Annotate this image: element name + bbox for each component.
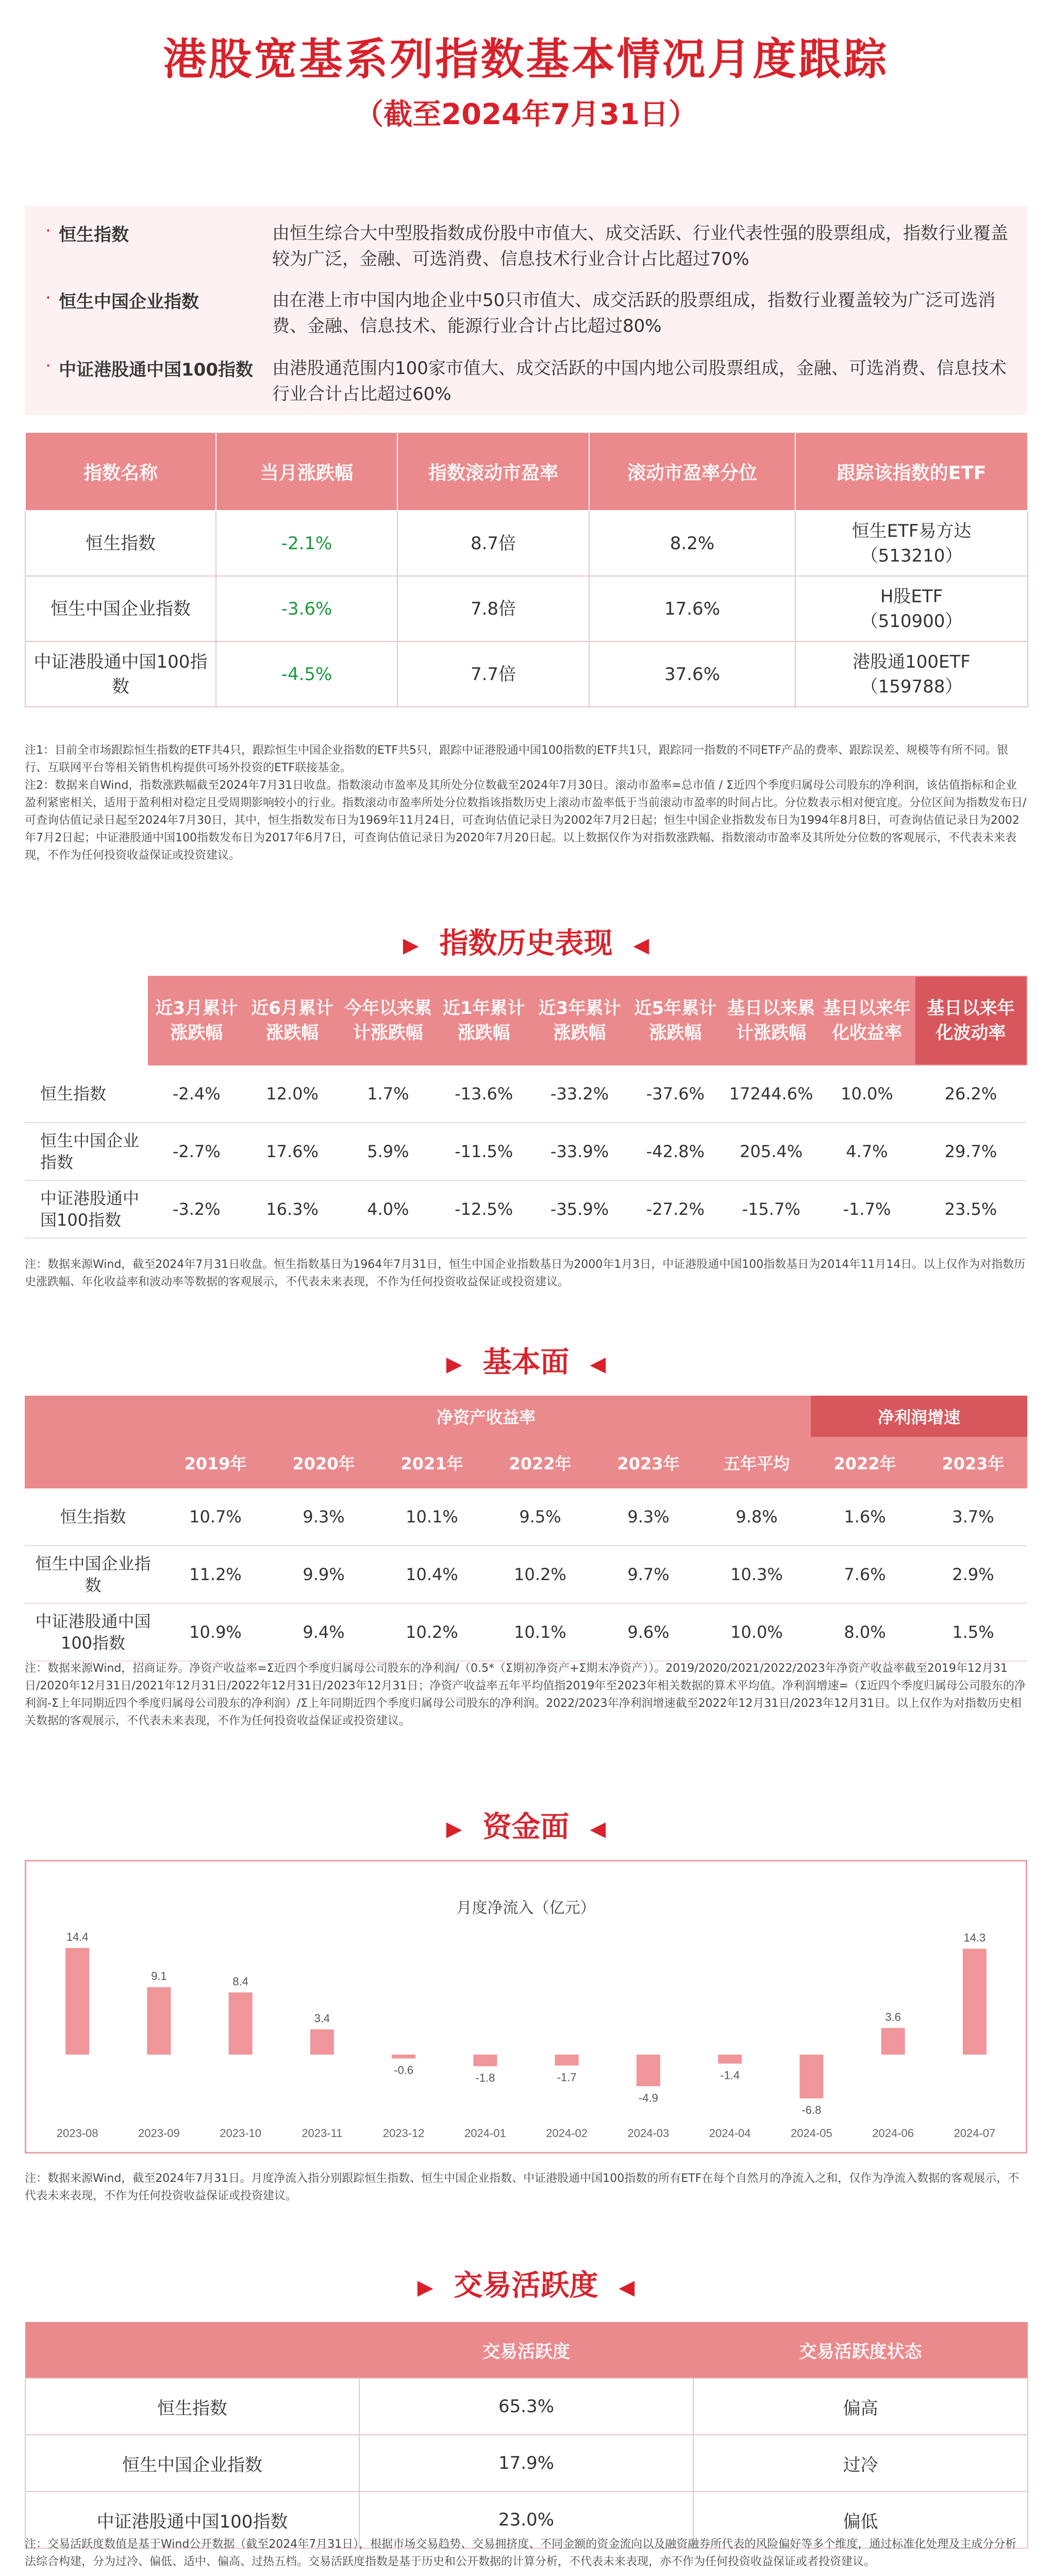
intro-desc: 由恒生综合大中型股指数成份股中市值大、成交活跃、行业代表性强的股票组成，指数行业覆盖较为广泛，金融、可选消费、信息技术行业合计占比超过70% <box>272 223 1008 269</box>
value-cell: 10.0% <box>819 1065 915 1123</box>
history-note: 注：数据来源Wind，截至2024年7月31日收盘。恒生指数基日为1964年7月31日，恒生中国企业指数基日为2000年1月3日，中证港股通中国100指数基日为2014年11月14日。以上仅作为对指数历史涨跌幅、年化收益率和波动率等数据的客观展示，不代表未来表现，不作为任何投资收益保证或投资建议。 <box>25 1258 1026 1289</box>
activity-table <box>25 2322 1028 2549</box>
chart-bar <box>799 2055 823 2098</box>
column-header: 基日以来年化波动率 <box>915 976 1027 1065</box>
value-cell: -11.5% <box>436 1123 532 1180</box>
intro-name: 恒生中国企业指数 <box>59 292 199 312</box>
chart-data-label: -0.6 <box>394 2063 414 2077</box>
pe-ratio: 7.8倍 <box>397 576 589 641</box>
value-cell: 10.0% <box>703 1603 811 1661</box>
intro-desc: 由港股通范围内100家市值大、成交活跃的中国内地公司股票组成，金融、可选消费、信息技术行业合计占比超过60% <box>272 358 1007 404</box>
section-title-activity: ▶ 交易活跃度 ◀ <box>417 2269 635 2302</box>
table-row <box>25 641 1028 707</box>
column-header: 2023年 <box>594 1437 703 1488</box>
chart-bar <box>392 2055 415 2059</box>
chart-bar <box>881 2028 905 2055</box>
monthly-change: -4.5% <box>216 641 397 707</box>
column-header: 2023年 <box>919 1437 1027 1488</box>
value-cell: 9.7% <box>594 1546 703 1603</box>
value-cell: 205.4% <box>723 1123 819 1180</box>
column-header: 五年平均 <box>703 1437 811 1488</box>
etf-name: 恒生ETF易方达 <box>851 520 972 541</box>
value-cell: -42.8% <box>627 1123 723 1180</box>
index-name: 恒生指数 <box>25 1065 148 1123</box>
chart-data-label: -1.8 <box>475 2071 495 2084</box>
triangle-left-icon: ◀ <box>633 933 649 957</box>
column-header: 近3年累计涨跌幅 <box>532 976 628 1065</box>
chart-tick-label: 2024-03 <box>627 2127 670 2140</box>
value-cell: 4.0% <box>340 1180 436 1238</box>
column-header: 2019年 <box>161 1437 270 1488</box>
value-cell: 17.6% <box>244 1123 340 1180</box>
value-cell: 29.7% <box>915 1123 1027 1180</box>
column-header: 指数名称 <box>25 432 216 511</box>
monthly-change: -3.6% <box>216 576 397 641</box>
section-title-fundamentals: ▶ 基本面 ◀ <box>446 1346 606 1379</box>
value-cell: 10.1% <box>378 1488 486 1546</box>
value-cell: -37.6% <box>627 1065 723 1123</box>
chart-tick-label: 2024-06 <box>872 2127 914 2140</box>
triangle-right-icon: ▶ <box>403 933 419 957</box>
column-header: 今年以来累计涨跌幅 <box>340 976 436 1065</box>
corner-cell <box>25 976 148 1065</box>
value-cell: 2.9% <box>919 1546 1027 1603</box>
chart-bar <box>473 2055 497 2066</box>
index-name: 恒生中国企业指数 <box>25 576 216 641</box>
triangle-right-icon: ▶ <box>446 1352 462 1376</box>
column-header: 基日以来累计涨跌幅 <box>723 976 819 1065</box>
table-header-row <box>25 432 1028 511</box>
corner-cell <box>25 1437 161 1488</box>
table-row <box>25 576 1028 641</box>
column-header: 近5年累计涨跌幅 <box>627 976 723 1065</box>
index-intro-box <box>25 206 1027 415</box>
bullet-icon: · <box>45 287 51 308</box>
chart-bar <box>310 2029 334 2055</box>
value-cell: 3.7% <box>919 1488 1027 1546</box>
intro-name: 中证港股通中国100指数 <box>59 360 253 380</box>
triangle-left-icon: ◀ <box>619 2275 635 2299</box>
chart-data-label: 8.4 <box>232 1975 248 1988</box>
chart-bar <box>963 1948 987 2055</box>
triangle-left-icon: ◀ <box>590 1352 606 1376</box>
chart-data-label: 3.4 <box>314 2012 330 2025</box>
value-cell: -33.9% <box>532 1123 628 1180</box>
table-row <box>25 2435 1028 2492</box>
bullet-icon: · <box>45 355 51 376</box>
pe-ratio: 8.7倍 <box>397 511 589 576</box>
column-header: 指数滚动市盈率 <box>397 432 589 511</box>
table-row <box>25 2378 1028 2435</box>
column-header: 跟踪该指数的ETF <box>795 432 1028 511</box>
value-cell: 9.3% <box>594 1488 703 1546</box>
intro-desc: 由在港上市中国内地企业中50只市值大、成交活跃的股票组成，指数行业覆盖较为广泛可选消费、金融、信息技术、能源行业合计占比超过80% <box>272 290 996 336</box>
etf-cell <box>795 511 1028 576</box>
triangle-left-icon: ◀ <box>590 1817 606 1841</box>
activity-value: 65.3% <box>359 2378 693 2435</box>
value-cell: 10.1% <box>486 1603 594 1661</box>
chart-bar <box>147 1987 171 2055</box>
value-cell: 1.7% <box>340 1065 436 1123</box>
value-cell: -1.7% <box>819 1180 915 1238</box>
chart-tick-label: 2023-10 <box>220 2127 261 2140</box>
index-name: 中证港股通中国100指数 <box>25 2492 359 2548</box>
column-header: 滚动市盈率分位 <box>589 432 795 511</box>
overview-note: 注1：目前全市场跟踪恒生指数的ETF共4只，跟踪恒生中国企业指数的ETF共5只，跟踪中证港股通中国100指数的ETF共1只，跟踪同一指数的不同ETF产品的费率、跟踪误差、规模等有所不同。银行、互联网平台等相关销售机构提供可场外投资的ETF联接基金。 注2：数据来自Wind，指数涨跌幅截至2024年7月31日收盘。指数滚动市盈率及其所处分位数截至2024年7月30日。滚动市盈率=总市值 / Σ近四个季度归属母公司股东的净利润，该估值指标和企业盈利紧密相关，适用于盈利相对稳定且受周期影响较小的行业。指数滚动市盈率所处分位数指该指数历史上滚动市盈率低于当前滚动市盈率的时间占比。分位数表示相对便宜度。分位区间为指数发布日/可查询估值记录日起至2024年7月30日，其中，恒生指数发布日为1969年11月24日，可查询估值记录日为2002年7月2日起；恒生中国企业指数发布日为1994年8月8日，可查询估值记录日为2002年7月2日起；中证港股通中国100指数发布日为2017年6月7日，可查询估值记录日为2020年7月20日起。以上数据仅作为对指数涨跌幅、指数滚动市盈率及其所处分位数的客观展示，不代表未来表现，不作为任何投资收益保证或投资建议。 <box>25 744 1027 862</box>
value-cell: 16.3% <box>244 1180 340 1238</box>
value-cell: -35.9% <box>532 1180 628 1238</box>
bullet-icon: · <box>45 221 51 241</box>
value-cell: 1.6% <box>811 1488 919 1546</box>
etf-cell <box>795 641 1028 707</box>
value-cell: -2.4% <box>148 1065 244 1123</box>
chart-tick-label: 2023-08 <box>56 2127 98 2140</box>
value-cell: -15.7% <box>723 1180 819 1238</box>
value-cell: 9.8% <box>703 1488 811 1546</box>
column-header: 2021年 <box>378 1437 486 1488</box>
value-cell: 23.5% <box>915 1180 1027 1238</box>
value-cell: -12.5% <box>436 1180 532 1238</box>
value-cell: 10.4% <box>378 1546 486 1603</box>
column-header: 近3月累计涨跌幅 <box>148 976 244 1065</box>
value-cell: 11.2% <box>161 1546 270 1603</box>
chart-tick-label: 2023-09 <box>138 2127 180 2140</box>
value-cell: 12.0% <box>244 1065 340 1123</box>
etf-cell <box>795 576 1028 641</box>
chart-data-label: 3.6 <box>885 2010 901 2024</box>
group-header-roe: 净资产收益率 <box>161 1396 811 1437</box>
triangle-right-icon: ▶ <box>417 2275 433 2299</box>
index-name: 恒生指数 <box>25 2378 359 2435</box>
chart-data-label: 14.4 <box>66 1930 89 1943</box>
activity-state: 偏低 <box>693 2492 1028 2548</box>
index-name: 中证港股通中国100指数 <box>25 1180 148 1238</box>
column-header: 2022年 <box>486 1437 594 1488</box>
value-cell: 8.0% <box>811 1603 919 1661</box>
table-row <box>25 1065 1027 1123</box>
pe-percentile: 8.2% <box>589 511 795 576</box>
chart-data-label: -4.9 <box>638 2091 658 2105</box>
index-name: 中证港股通中国100指数 <box>25 641 216 707</box>
table-row <box>25 1603 1027 1661</box>
column-header: 基日以来年化收益率 <box>819 976 915 1065</box>
chart-bar <box>229 1992 253 2055</box>
activity-note: 注：交易活跃度数值是基于Wind公开数据（截至2024年7月31日），根据市场交易趋势、交易拥挤度、不同金额的资金流向以及融资融券所代表的风险偏好等多个维度，通过标准化处理及主成分分析法综合构建，分为过冷、偏低、适中、偏高、过热五档。交易活跃度指数是基于历史和公开数据的计算分析，不代表未来表现，亦不作为任何投资收益保证或者投资建议。 <box>25 2538 1017 2568</box>
chart-tick-label: 2023-11 <box>302 2127 343 2140</box>
index-name: 中证港股通中国100指数 <box>25 1603 161 1661</box>
activity-value: 23.0% <box>359 2492 693 2548</box>
value-cell: 9.5% <box>486 1488 594 1546</box>
chart-data-label: -1.4 <box>720 2069 740 2082</box>
chart-bar <box>555 2055 579 2065</box>
column-header: 2022年 <box>811 1437 919 1488</box>
table-row <box>25 511 1028 576</box>
column-header: 2020年 <box>270 1437 378 1488</box>
page-subtitle: （截至2024年7月31日） <box>355 98 697 131</box>
table-row <box>25 1123 1027 1180</box>
value-cell: 10.9% <box>161 1603 270 1661</box>
value-cell: -2.7% <box>148 1123 244 1180</box>
fundamentals-note: 注：数据来源Wind，招商证券。净资产收益率=Σ近四个季度归属母公司股东的净利润/（0.5*（Σ期初净资产+Σ期末净资产））。2019/2020/2021/2022/2023年净资产收益率截至2019年12月31日/2020年12月31日/2021年12月31日/2022年12月31日/2023年12月31日；净资产收益率五年平均值指2019年至2023年相关数据的算术平均值。净利润增速=（Σ近四个季度归属母公司股东的净利润-Σ上年同期近四个季度归属母公司股东的净利润）/Σ上年同期近四个季度归属母公司股东的净利润。2022/2023年净利润增速截至2022年12月31日/2023年12月31日。以上仅作为对指数历史相关数据的客观展示，不代表未来表现，不作为任何投资收益保证或投资建议。 <box>25 1662 1026 1727</box>
triangle-right-icon: ▶ <box>446 1817 462 1841</box>
pe-ratio: 7.7倍 <box>397 641 589 707</box>
index-name: 恒生中国企业指数 <box>25 1546 161 1603</box>
value-cell: 10.2% <box>378 1603 486 1661</box>
group-header-profit-growth: 净利润增速 <box>811 1396 1027 1437</box>
value-cell: 9.9% <box>270 1546 378 1603</box>
value-cell: 1.5% <box>919 1603 1027 1661</box>
table-header-row <box>25 2322 1028 2378</box>
funds-note: 注：数据来源Wind，截至2024年7月31日。月度净流入指分别跟踪恒生指数、恒生中国企业指数、中证港股通中国100指数的所有ETF在每个自然月的净流入之和，仅作为净流入数据的客观展示，不代表未来表现，不作为任何投资收益保证或投资建议。 <box>25 2172 1020 2202</box>
etf-name: H股ETF <box>880 586 943 607</box>
activity-state: 过冷 <box>693 2435 1028 2492</box>
value-cell: 10.7% <box>161 1488 270 1546</box>
column-header: 当月涨跌幅 <box>216 432 397 511</box>
net-inflow-chart <box>26 1861 1026 2152</box>
activity-state: 偏高 <box>693 2378 1028 2435</box>
value-cell: -33.2% <box>532 1065 628 1123</box>
column-header: 交易活跃度 <box>359 2322 693 2378</box>
section-title-funds: ▶ 资金面 ◀ <box>446 1810 606 1844</box>
column-header <box>25 2322 359 2378</box>
value-cell: 5.9% <box>340 1123 436 1180</box>
table-row <box>25 1546 1027 1603</box>
page-title: 港股宽基系列指数基本情况月度跟踪 <box>163 34 889 84</box>
chart-data-label: -1.7 <box>557 2071 577 2084</box>
chart-bar <box>637 2055 660 2086</box>
value-cell: 9.6% <box>594 1603 703 1661</box>
column-header: 交易活跃度状态 <box>693 2322 1028 2378</box>
overview-table <box>25 432 1028 707</box>
net-inflow-chart-box <box>25 1860 1027 2154</box>
column-header: 近1年累计涨跌幅 <box>436 976 532 1065</box>
fundamentals-table <box>25 1396 1027 1662</box>
pe-percentile: 17.6% <box>589 576 795 641</box>
value-cell: -27.2% <box>627 1180 723 1238</box>
chart-bar <box>718 2055 742 2064</box>
chart-tick-label: 2024-07 <box>954 2127 996 2140</box>
chart-tick-label: 2024-05 <box>791 2127 832 2140</box>
value-cell: -13.6% <box>436 1065 532 1123</box>
column-header: 近6月累计涨跌幅 <box>244 976 340 1065</box>
value-cell: 26.2% <box>915 1065 1027 1123</box>
table-header-row <box>25 1396 1027 1437</box>
chart-tick-label: 2024-02 <box>546 2127 588 2140</box>
chart-data-label: 14.3 <box>963 1931 986 1944</box>
chart-bar <box>65 1948 89 2055</box>
chart-title: 月度净流入（亿元） <box>456 1900 596 1917</box>
chart-tick-label: 2023-12 <box>382 2127 425 2140</box>
table-row <box>25 1180 1027 1238</box>
corner-cell <box>25 1396 161 1437</box>
etf-code: （510900） <box>860 611 963 632</box>
value-cell: 4.7% <box>819 1123 915 1180</box>
value-cell: 10.2% <box>486 1546 594 1603</box>
pe-percentile: 37.6% <box>589 641 795 707</box>
etf-name: 港股通100ETF <box>853 651 971 672</box>
table-row <box>25 1488 1027 1546</box>
section-title-history: ▶ 指数历史表现 ◀ <box>403 927 649 960</box>
activity-value: 17.9% <box>359 2435 693 2492</box>
value-cell: 7.6% <box>811 1546 919 1603</box>
history-table <box>25 976 1027 1239</box>
chart-tick-label: 2024-04 <box>709 2127 751 2140</box>
value-cell: 9.3% <box>270 1488 378 1546</box>
table-header-row <box>25 976 1027 1065</box>
intro-name: 恒生指数 <box>59 225 129 245</box>
index-name: 恒生中国企业指数 <box>25 1123 148 1180</box>
index-name: 恒生指数 <box>25 1488 161 1546</box>
table-header-row <box>25 1437 1027 1488</box>
monthly-change: -2.1% <box>216 511 397 576</box>
value-cell: 17244.6% <box>723 1065 819 1123</box>
etf-code: （159788） <box>860 676 963 697</box>
chart-data-label: -6.8 <box>801 2104 822 2116</box>
chart-data-label: 9.1 <box>151 1970 167 1983</box>
chart-tick-label: 2024-01 <box>464 2127 506 2140</box>
index-name: 恒生中国企业指数 <box>25 2435 359 2492</box>
index-name: 恒生指数 <box>25 511 216 576</box>
value-cell: 10.3% <box>703 1546 811 1603</box>
value-cell: 9.4% <box>270 1603 378 1661</box>
etf-code: （513210） <box>860 545 963 566</box>
value-cell: -3.2% <box>148 1180 244 1238</box>
